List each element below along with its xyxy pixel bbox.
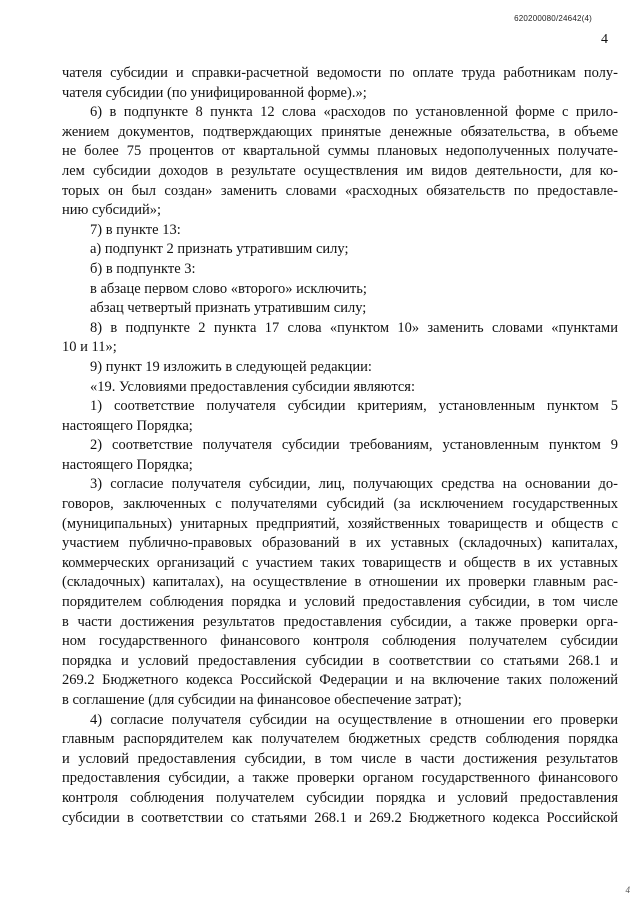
text-line: б) в подпункте 3: xyxy=(90,260,196,277)
text-line: в части достижения результатов предоставления субсидии, а также проверки орга- xyxy=(62,613,618,630)
text-line: порядителем соблюдения порядка и условий предоставления субсидии, в том числе xyxy=(62,594,618,611)
text-line: 4) согласие получателя субсидии на осуществление в отношении его проверки xyxy=(90,711,618,728)
page-number: 4 xyxy=(601,32,608,47)
text-line: настоящего Порядка; xyxy=(62,456,193,473)
document-body xyxy=(62,64,618,828)
text-line: «19. Условиями предоставления субсидии являются: xyxy=(90,378,415,395)
text-line: абзац четвертый признать утратившим силу; xyxy=(90,300,367,317)
text-line: чателя субсидии и справки-расчетной ведомости по оплате труда работникам полу- xyxy=(62,65,618,81)
text-line: чателя субсидии (по унифицированной форме).»; xyxy=(62,84,367,101)
text-line: (муниципальных) унитарных предприятий, хозяйственных товариществ и обществ с xyxy=(62,515,618,532)
text-line: 269.2 Бюджетного кодекса Российской Федерации и на включение таких положений xyxy=(62,672,618,689)
text-line: субсидии в соответствии со статьями 268.1 и 269.2 Бюджетного кодекса Российской xyxy=(62,809,618,826)
text-line: 9) пункт 19 изложить в следующей редакции: xyxy=(90,358,372,375)
text-line: 7) в пункте 13: xyxy=(90,221,181,238)
text-line: в соглашение (для субсидии на финансовое обеспечение затрат); xyxy=(62,692,462,708)
text-line: порядка и условий предоставления субсидии в соответствии со статьями 268.1 и xyxy=(62,652,618,669)
text-line: говоров, заключенных с получателями субсидий (за исключением государственных xyxy=(62,496,618,513)
handwritten-page-mark: 4 xyxy=(625,885,630,895)
text-line: 8) в подпункте 2 пункта 17 слова «пунктом 10» заменить словами «пунктами xyxy=(90,319,618,336)
text-line: 3) согласие получателя субсидии, лиц, получающих средства на основании до- xyxy=(90,476,618,493)
text-line: 6) в подпункте 8 пункта 12 слова «расходов по установленной форме с прило- xyxy=(90,104,618,121)
text-line: нию субсидий»; xyxy=(62,202,162,219)
text-line: ном государственного финансового контроля соблюдения получателем субсидии xyxy=(62,633,618,650)
text-line: коммерческих организаций с участием таких товариществ и обществ в их уставных xyxy=(62,554,618,571)
document-id: 620200080/24642(4) xyxy=(514,14,592,23)
text-line: и условий предоставления субсидии, в том числе в части достижения результатов xyxy=(62,750,618,767)
text-line: контроля соблюдения получателем субсидии порядка и условий предоставления xyxy=(62,789,618,806)
text-line: не более 75 процентов от квартальной суммы плановых недополученных получате- xyxy=(62,143,618,160)
text-line: торых он был создан» заменить словами «расходных обязательств по предоставле- xyxy=(62,182,618,199)
text-line: жением документов, подтверждающих принятые денежные обязательства, в объеме xyxy=(62,123,618,140)
text-line: 1) соответствие получателя субсидии критериям, установленным пунктом 5 xyxy=(90,398,618,415)
text-line: (складочных) капиталах), на осуществление в отношении их проверки главным рас- xyxy=(62,574,618,591)
text-line: лем субсидии доходов в результате осуществления им видов деятельности, для ко- xyxy=(62,162,618,179)
text-line: предоставления субсидии, а также проверки органом государственного финансового xyxy=(62,770,618,787)
text-line: а) подпункт 2 признать утратившим силу; xyxy=(90,241,349,258)
text-line: главным распорядителем как получателем бюджетных средств соблюдения порядка xyxy=(62,731,618,748)
text-line: в абзаце первом слово «второго» исключить; xyxy=(90,280,367,297)
text-line: участием публично-правовых образований в их уставных (складочных) капиталах, xyxy=(62,535,618,552)
text-line: 10 и 11»; xyxy=(62,339,117,356)
text-line: 2) соответствие получателя субсидии требованиям, установленным пунктом 9 xyxy=(90,437,618,454)
text-line: настоящего Порядка; xyxy=(62,417,193,434)
